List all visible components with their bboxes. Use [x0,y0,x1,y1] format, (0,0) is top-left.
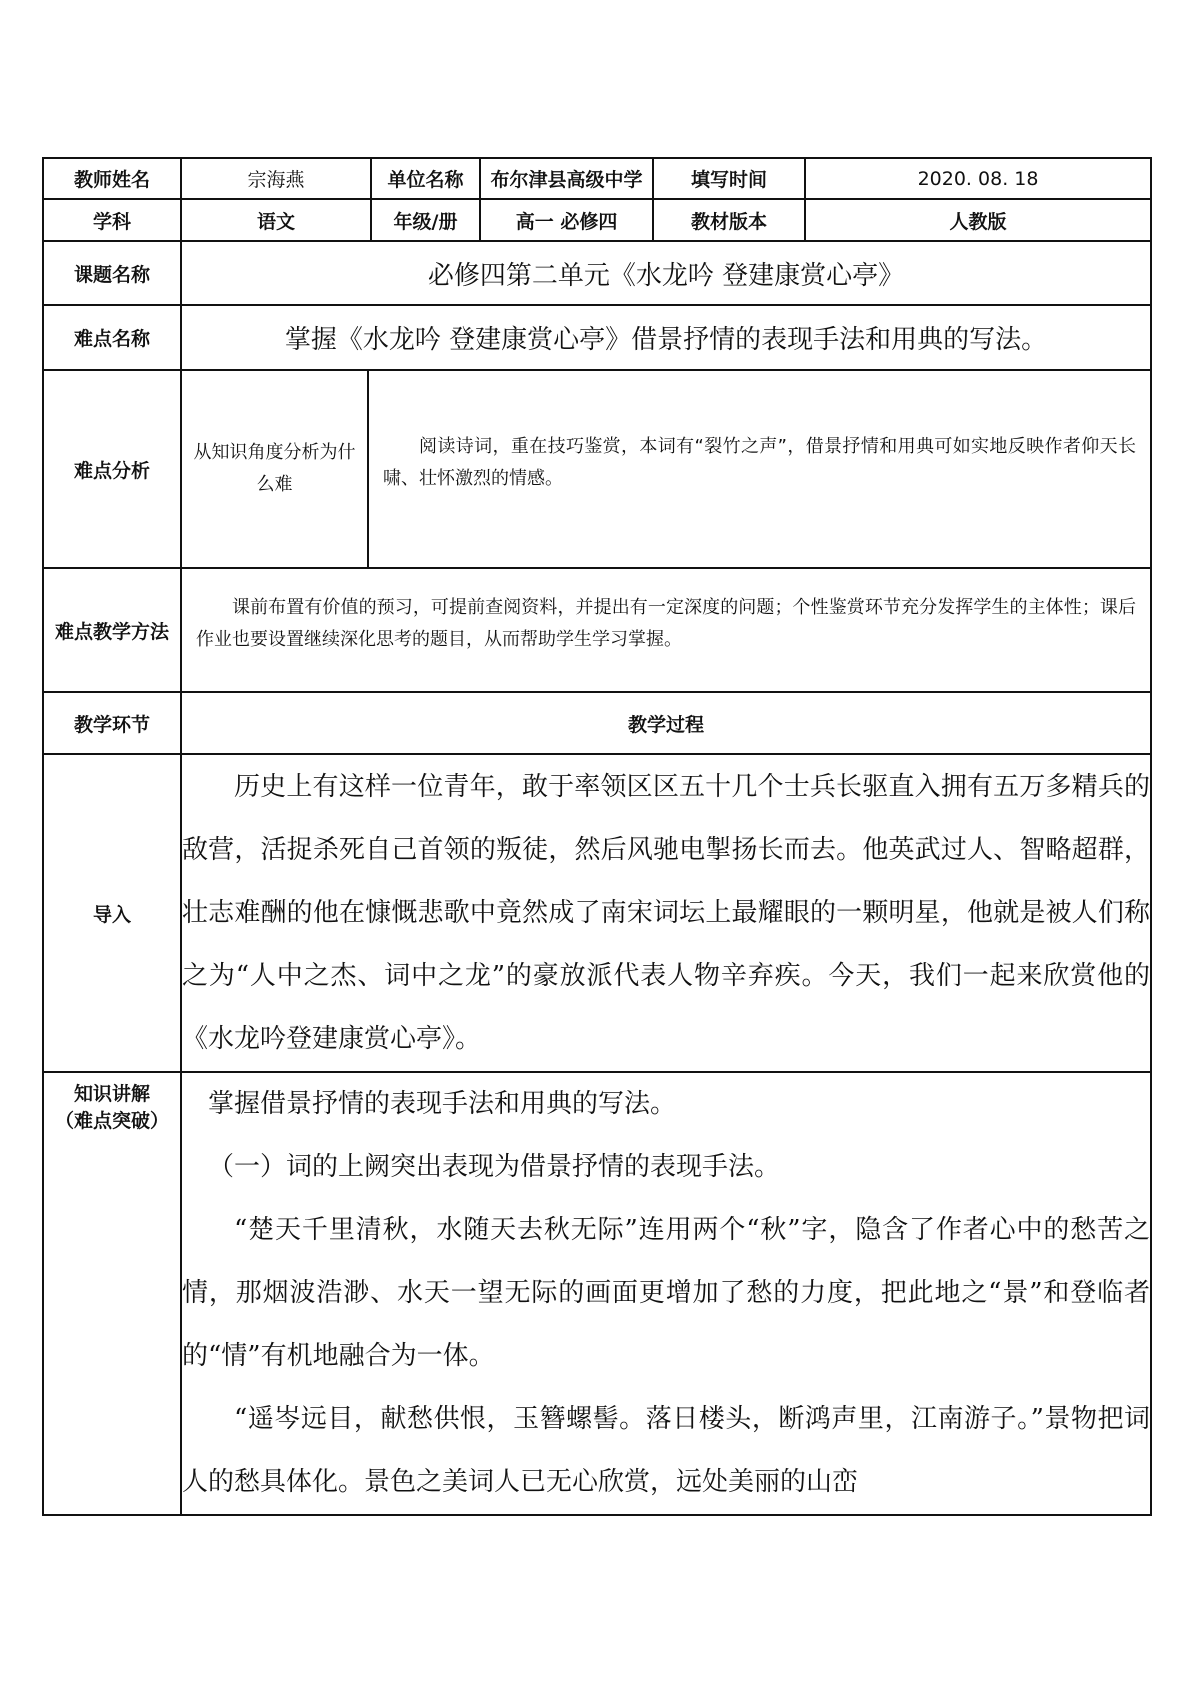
intro-text: 历史上有这样一位青年，敢于率领区区五十几个士兵长驱直入拥有五万多精兵的敌营，活捉杀死自己首领的叛徒，然后风驰电掣扬长而去。他英武过人、智略超群，壮志难酬的他在慷慨悲歌中竟然成了南宋词坛上最耀眼的一颗明星，他就是被人们称之为“人中之杰、词中之龙”的豪放派代表人物辛弃疾。今天，我们一起来欣赏他的《水龙吟登建康赏心亭》。 [181,754,1151,1072]
method-row [43,568,1151,692]
teaching-stage-label: 教学环节 [43,692,181,754]
topic-value: 必修四第二单元《水龙吟 登建康赏心亭》 [181,241,1151,305]
knowledge-paragraph: （一）词的上阙突出表现为借景抒情的表现手法。 [208,1152,781,1182]
grade-label: 年级/册 [371,199,480,241]
difficulty-label: 难点名称 [43,305,181,370]
difficulty-value: 掌握《水龙吟 登建康赏心亭》借景抒情的表现手法和用典的写法。 [181,305,1151,370]
edition-label: 教材版本 [653,199,805,241]
analysis-sub-label: 从知识角度分析为什么难 [181,370,368,568]
analysis-label: 难点分析 [43,370,181,568]
method-label: 难点教学方法 [43,568,181,692]
topic-label: 课题名称 [43,241,181,305]
knowledge-label-line1: 知识讲解 [73,1083,150,1105]
unit-name-label: 单位名称 [371,158,480,199]
process-header-row [43,692,1151,754]
edition-value: 人教版 [805,199,1151,241]
knowledge-paragraph: “遥岑远目，献愁供恨，玉簪螺髻。落日楼头，断鸿声里，江南游子。”景物把词人的愁具体化。景色之美词人已无心欣赏，远处美丽的山峦 [182,1404,1151,1497]
knowledge-row [43,1072,1151,1515]
subject-value: 语文 [181,199,371,241]
topic-row [43,241,1151,305]
teaching-process-label: 教学过程 [181,692,1151,754]
knowledge-paragraph: 掌握借景抒情的表现手法和用典的写法。 [208,1089,677,1119]
subject-label: 学科 [43,199,181,241]
knowledge-label [43,1072,181,1515]
method-value: 课前布置有价值的预习，可提前查阅资料，并提出有一定深度的问题；个性鉴赏环节充分发挥学生的主体性；课后作业也要设置继续深化思考的题目，从而帮助学生学习掌握。 [181,568,1151,692]
knowledge-label-line2: （难点突破） [54,1110,169,1132]
analysis-value: 阅读诗词，重在技巧鉴赏，本词有“裂竹之声”，借景抒情和用典可如实地反映作者仰天长啸、壮怀激烈的情感。 [368,370,1151,568]
analysis-row [43,370,1151,568]
grade-value: 高一 必修四 [480,199,653,241]
fill-date-label: 填写时间 [653,158,805,199]
header-row-2 [43,199,1151,241]
lesson-plan-table [42,157,1152,1516]
fill-date-value: 2020. 08. 18 [805,158,1151,199]
knowledge-content [181,1072,1151,1515]
teacher-name-value: 宗海燕 [181,158,371,199]
teacher-name-label: 教师姓名 [43,158,181,199]
unit-name-value: 布尔津县高级中学 [480,158,653,199]
intro-row [43,754,1151,1072]
knowledge-paragraph: “楚天千里清秋，水随天去秋无际”连用两个“秋”字，隐含了作者心中的愁苦之情，那烟波浩渺、水天一望无际的画面更增加了愁的力度，把此地之“景”和登临者的“情”有机地融合为一体。 [182,1215,1151,1371]
difficulty-row [43,305,1151,370]
intro-label: 导入 [43,754,181,1072]
header-row-1 [43,158,1151,199]
